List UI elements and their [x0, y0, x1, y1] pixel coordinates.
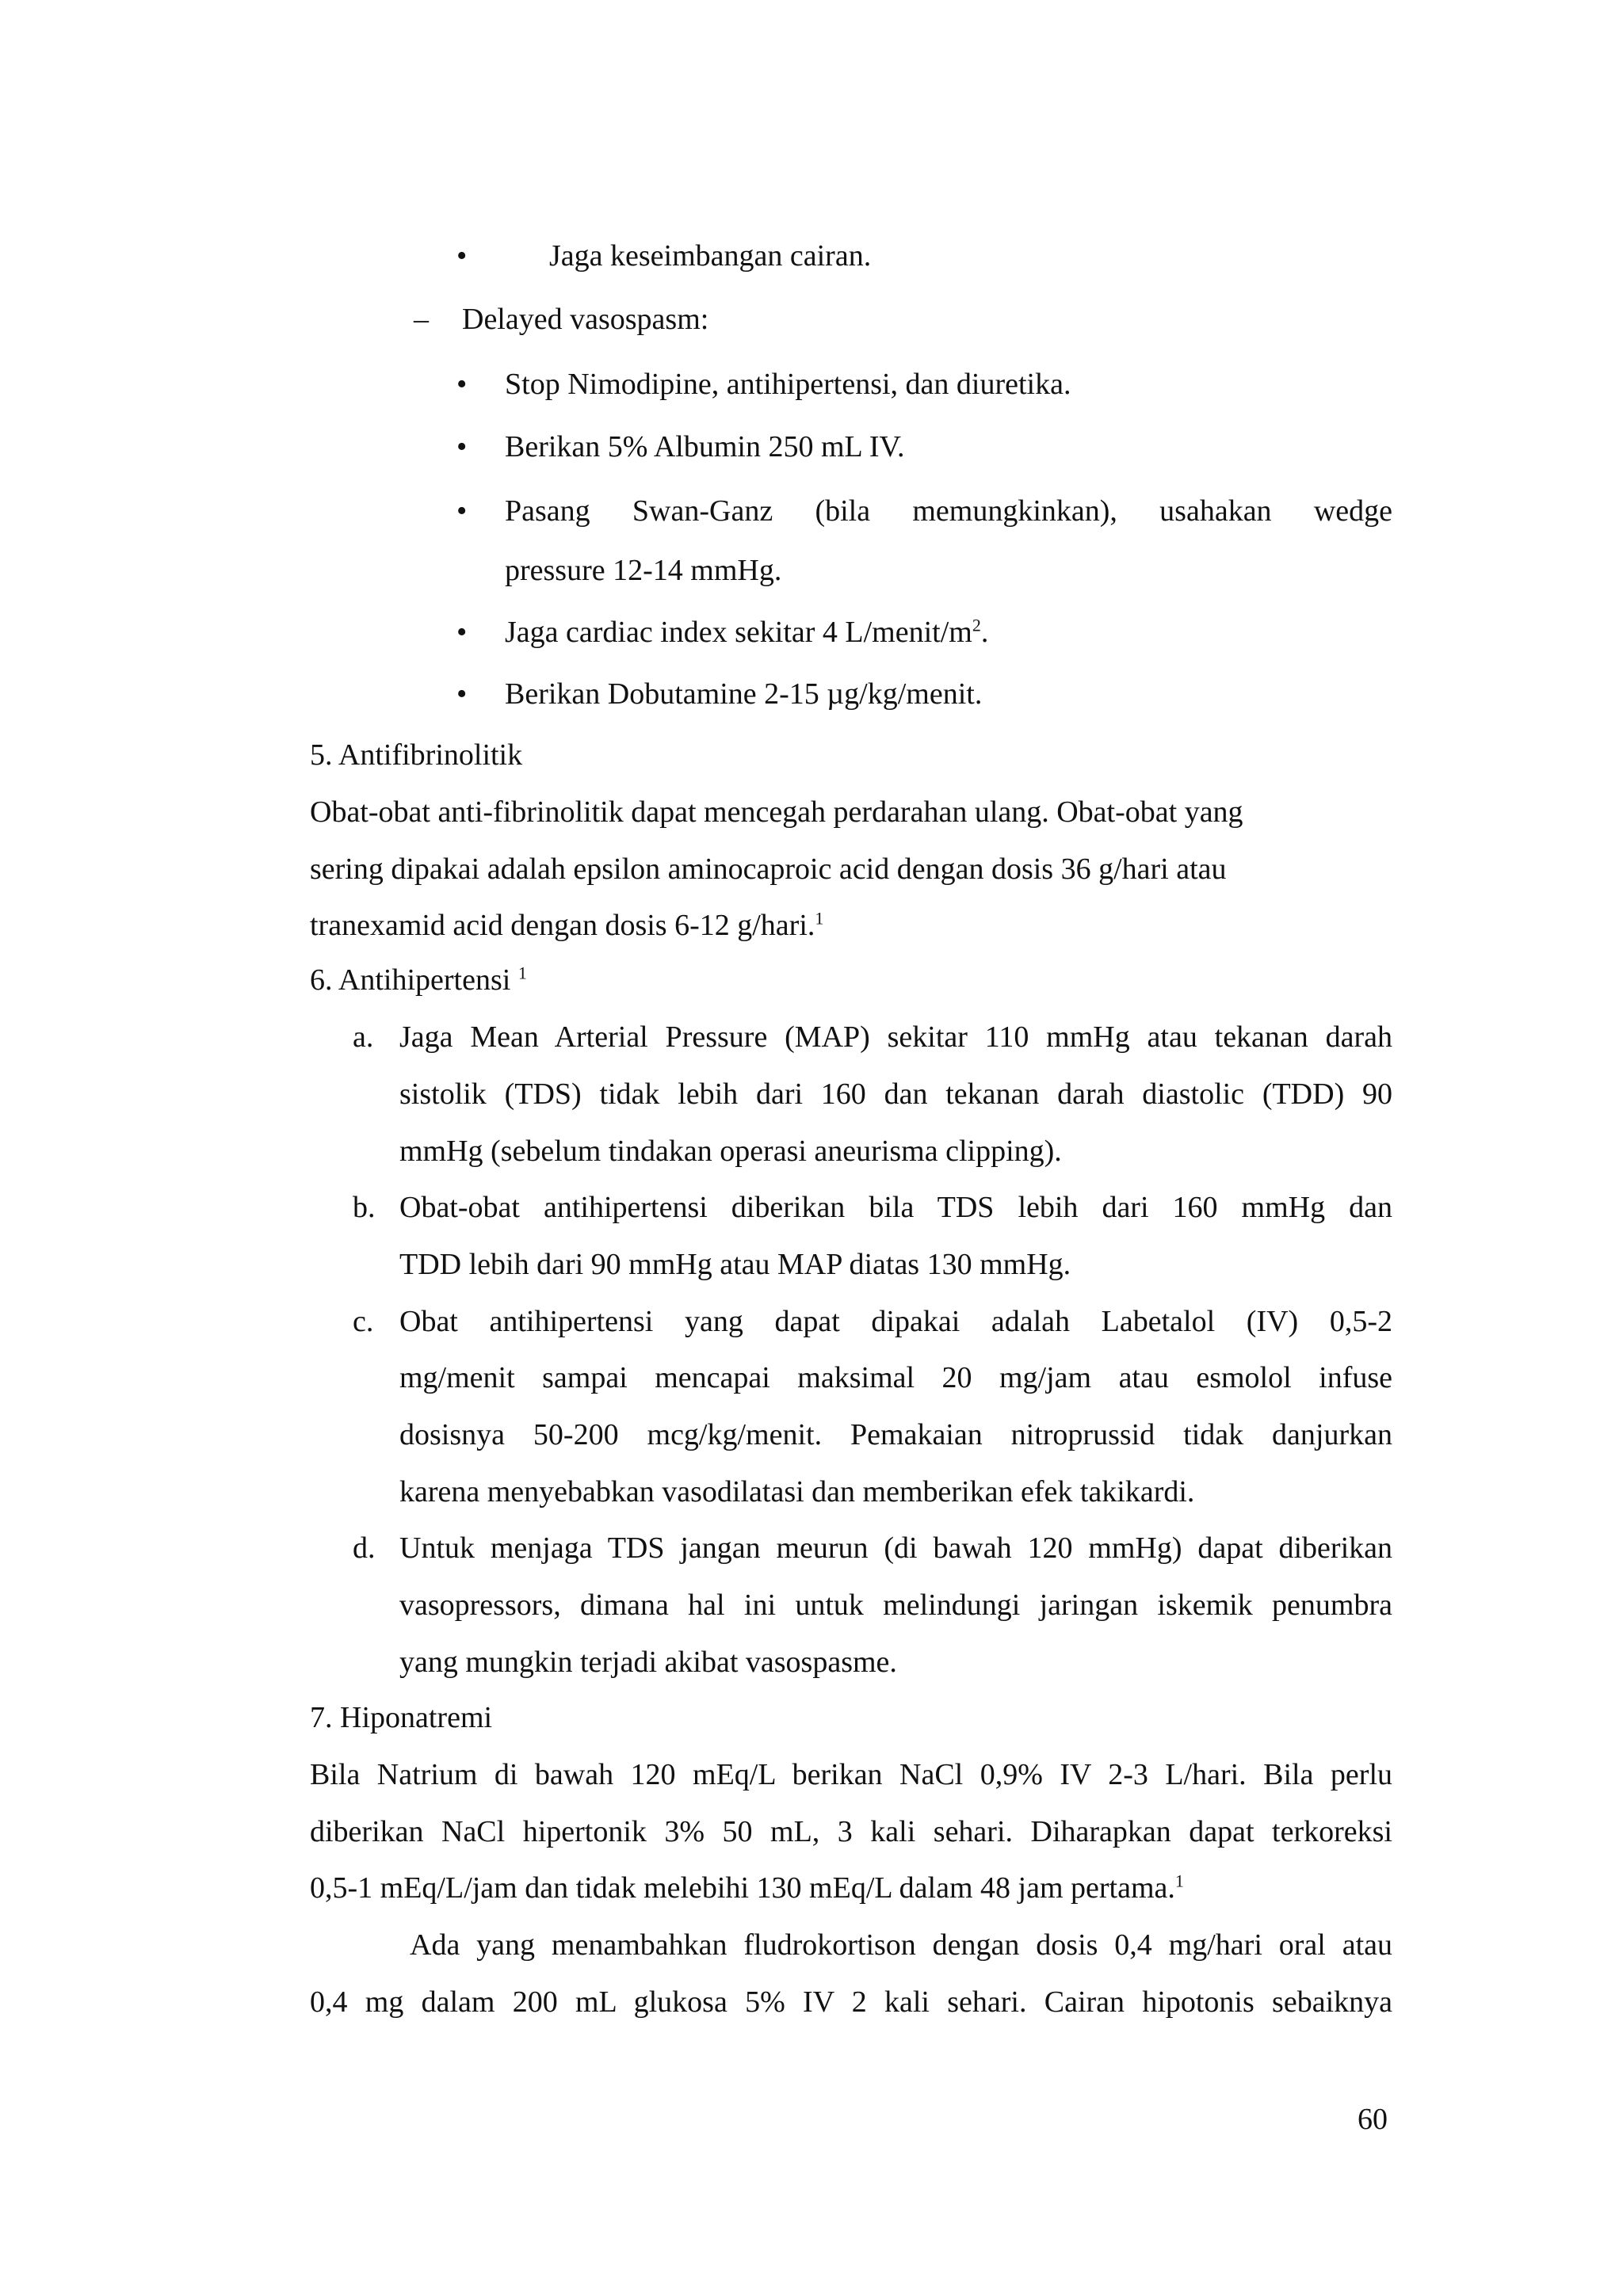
list-item-d-line2: vasopressors, dimana hal ini untuk melindungi jaringan iskemik penumbra: [399, 1589, 1392, 1622]
bullet-marker: •: [456, 494, 468, 528]
paragraph-line: Bila Natrium di bawah 120 mEq/L berikan NaCl 0,9% IV 2-3 L/hari. Bila perlu: [310, 1758, 1392, 1791]
paragraph-line: Ada yang menambahkan fludrokortison dengan dosis 0,4 mg/hari oral atau: [410, 1928, 1392, 1962]
list-item-c-line4: karena menyebabkan vasodilatasi dan memberikan efek takikardi.: [399, 1475, 1195, 1508]
citation-ref: 1: [517, 963, 527, 983]
list-marker-a: a.: [353, 1020, 374, 1054]
bullet-text-keseimbangan: Jaga keseimbangan cairan.: [549, 239, 872, 273]
page-number: 60: [1358, 2103, 1388, 2136]
bullet-text-dobutamine: Berikan Dobutamine 2-15 µg/kg/menit.: [505, 677, 983, 711]
paragraph-line: 0,5-1 mEq/L/jam dan tidak melebihi 130 mEq/L dalam 48 jam pertama.$^1$: [310, 1871, 1184, 1905]
list-item-d-line3: yang mungkin terjadi akibat vasospasme.: [399, 1646, 897, 1679]
list-item-a-line1: Jaga Mean Arterial Pressure (MAP) sekitar 110 mmHg atau tekanan darah: [399, 1020, 1392, 1054]
citation-ref: 1: [1174, 1871, 1184, 1891]
paragraph-line: Obat-obat anti-fibrinolitik dapat mencegah perdarahan ulang. Obat-obat yang: [310, 795, 1243, 829]
bullet-marker: •: [456, 616, 468, 649]
list-marker-b: b.: [353, 1191, 376, 1224]
list-item-c-line1: Obat antihipertensi yang dapat dipakai adalah Labetalol (IV) 0,5-2: [399, 1305, 1392, 1338]
list-item-b-line1: Obat-obat antihipertensi diberikan bila TDS lebih dari 160 mmHg dan: [399, 1191, 1392, 1224]
paragraph-line: sering dipakai adalah epsilon aminocaproic acid dengan dosis 36 g/hari atau: [310, 852, 1227, 886]
paragraph-line: diberikan NaCl hipertonik 3% 50 mL, 3 kali sehari. Diharapkan dapat terkoreksi: [310, 1815, 1392, 1848]
list-item-d-line1: Untuk menjaga TDS jangan meurun (di bawah 120 mmHg) dapat diberikan: [399, 1531, 1392, 1565]
bullet-marker: •: [456, 677, 468, 711]
citation-ref: 1: [815, 908, 824, 929]
bullet-text-albumin: Berikan 5% Albumin 250 mL IV.: [505, 430, 905, 463]
bullet-text-stop-nimodipine: Stop Nimodipine, antihipertensi, dan diuretika.: [505, 368, 1071, 401]
bullet-text-swan-ganz-line1: Pasang Swan-Ganz (bila memungkinkan), usahakan wedge: [505, 494, 1392, 528]
bullet-marker: •: [456, 368, 468, 401]
section-heading-antihipertensi: 6. Antihipertensi $^1$: [310, 963, 527, 997]
bullet-marker: •: [456, 239, 468, 273]
list-marker-c: c.: [353, 1305, 374, 1338]
bullet-text-swan-ganz-line2: pressure 12-14 mmHg.: [505, 554, 782, 587]
dash-text-delayed-vasospasm: Delayed vasospasm:: [462, 303, 709, 336]
paragraph-line: 0,4 mg dalam 200 mL glukosa 5% IV 2 kali sehari. Cairan hipotonis sebaiknya: [310, 1985, 1392, 2019]
dash-marker: –: [414, 303, 429, 336]
paragraph-line: tranexamid acid dengan dosis 6-12 g/hari.$^1$: [310, 908, 824, 942]
list-item-c-line2: mg/menit sampai mencapai maksimal 20 mg/jam atau esmolol infuse: [399, 1361, 1392, 1394]
bullet-text-cardiac-index: Jaga cardiac index sekitar 4 $L/menit/m^2$.: [505, 615, 989, 649]
list-item-a-line3: mmHg (sebelum tindakan operasi aneurisma clipping).: [399, 1135, 1062, 1168]
section-heading-antifibrinolitik: 5. Antifibrinolitik: [310, 738, 523, 772]
list-item-c-line3: dosisnya 50-200 mcg/kg/menit. Pemakaian nitroprussid tidak danjurkan: [399, 1418, 1392, 1451]
list-marker-d: d.: [353, 1531, 376, 1565]
list-item-a-line2: sistolik (TDS) tidak lebih dari 160 dan tekanan darah diastolic (TDD) 90: [399, 1077, 1392, 1111]
bullet-marker: •: [456, 430, 468, 463]
list-item-b-line2: TDD lebih dari 90 mmHg atau MAP diatas 130 mmHg.: [399, 1248, 1071, 1281]
section-heading-hiponatremi: 7. Hiponatremi: [310, 1701, 493, 1734]
